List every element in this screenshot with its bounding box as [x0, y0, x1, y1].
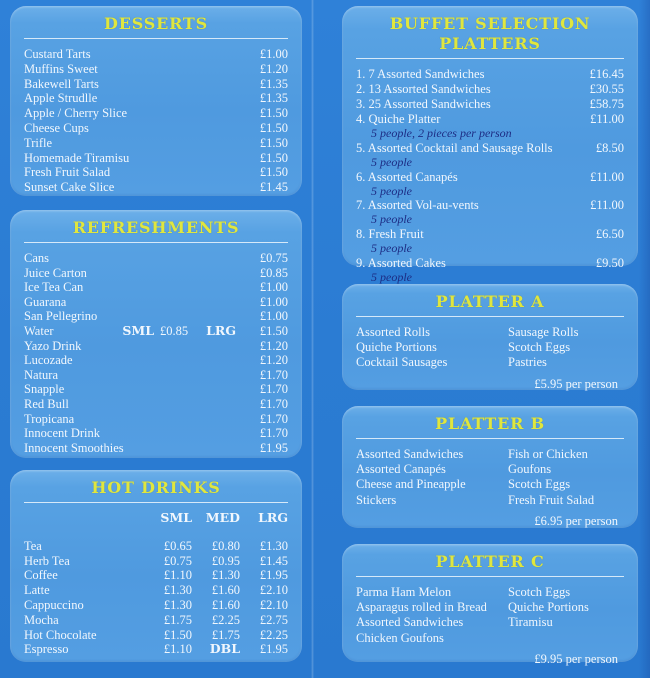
platter-left-column: [356, 325, 508, 371]
platter-price: £9.95 per person: [534, 651, 618, 666]
size-label-lrg: LRG: [206, 322, 236, 338]
platter-item: Cheese and Pineapple: [356, 477, 466, 492]
item-price-lrg: £1.95: [259, 642, 288, 657]
hot-drinks-panel: [10, 470, 302, 662]
platter-item: Asparagus rolled in Bread: [356, 600, 487, 615]
platter-right-column: [508, 447, 624, 508]
item-name: Tropicana: [24, 411, 75, 426]
platter-item: Assorted Sandwiches: [356, 447, 464, 461]
desserts-panel: [10, 6, 302, 196]
platter-item: Quiche Portions: [356, 340, 437, 355]
menu-item-row: [24, 47, 288, 62]
item-price: £6.50: [595, 227, 624, 242]
divider: [356, 58, 624, 59]
item-name: Cans: [24, 251, 49, 265]
item-name: Water: [24, 323, 54, 338]
item-name: San Pellegrino: [24, 309, 98, 324]
item-name: Trifle: [24, 135, 53, 150]
menu-item-row: [24, 165, 288, 180]
item-price: £1.00: [259, 47, 288, 61]
menu-item-row: [24, 324, 288, 339]
refreshments-panel: [10, 210, 302, 458]
item-price: £1.70: [259, 396, 288, 411]
serving-note: 5 people: [371, 183, 412, 198]
platter-title: PLATTER B: [435, 414, 545, 433]
buffet-item-list: [356, 67, 624, 285]
item-price: £1.70: [259, 411, 288, 426]
item-price-lrg: £2.10: [259, 583, 288, 598]
divider: [24, 38, 288, 39]
buffet-item-row: [356, 82, 624, 97]
platter-item: Parma Ham Melon: [356, 585, 452, 599]
item-name: Yazo Drink: [24, 338, 82, 353]
item-price: £1.70: [259, 426, 288, 441]
divider: [356, 438, 624, 439]
item-name: Custard Tarts: [24, 47, 91, 61]
item-price-lrg: £2.10: [259, 597, 288, 612]
menu-item-row: [24, 309, 288, 324]
item-name: Hot Chocolate: [24, 627, 97, 642]
platter-item: Scotch Eggs: [508, 585, 571, 599]
item-price-lrg: £2.25: [259, 627, 288, 642]
serving-note: 5 people: [371, 269, 412, 284]
serving-note: 5 people: [371, 154, 412, 169]
item-name: Cheese Cups: [24, 120, 89, 135]
item-price-med: £0.95: [211, 553, 240, 568]
menu-item-row: [24, 106, 288, 121]
size-column-lrg: LRG: [258, 510, 288, 525]
platters-container: [342, 284, 638, 666]
platter-right-column: [508, 585, 624, 646]
item-price: £0.75: [259, 251, 288, 265]
divider: [24, 502, 288, 503]
menu-item-row: [24, 180, 288, 195]
item-price-med: £1.30: [211, 568, 240, 583]
refreshments-item-list: [24, 251, 288, 455]
item-price: £1.00: [259, 280, 288, 295]
item-name: Snapple: [24, 382, 65, 397]
menu-item-row: [24, 77, 288, 92]
platter-right-column: [508, 325, 624, 371]
item-name: 6. Assorted Canapés: [356, 169, 458, 184]
item-name: Cappuccino: [24, 597, 84, 612]
right-column: [342, 6, 638, 666]
platter-left-column: [356, 447, 508, 508]
item-name: Mocha: [24, 612, 59, 627]
item-price: £9.50: [595, 255, 624, 270]
size-column-med: MED: [205, 510, 240, 525]
item-price-sml: £1.50: [163, 627, 192, 642]
item-price-med: £2.25: [211, 612, 240, 627]
item-price: £30.55: [589, 82, 624, 96]
item-price-lrg: £2.75: [259, 612, 288, 627]
menu-item-row: [24, 353, 288, 368]
item-price: £1.95: [259, 440, 288, 455]
platter-item: Fresh Fruit Salad: [508, 492, 595, 507]
item-price: £1.50: [259, 150, 288, 165]
item-name: Innocent Drink: [24, 426, 101, 441]
menu-item-row: [24, 382, 288, 397]
platter-item: Pastries: [508, 355, 547, 370]
menu-item-row: [24, 368, 288, 383]
left-column: [10, 6, 302, 662]
platter-item: Stickers: [356, 492, 397, 507]
item-price: £1.20: [259, 61, 288, 76]
item-price-lrg: £1.30: [259, 538, 288, 553]
hot-drinks-size-header: [24, 511, 288, 526]
menu-item-row: [24, 136, 288, 151]
menu-item-row: [24, 397, 288, 412]
hot-drink-row: [24, 583, 288, 598]
item-name: 9. Assorted Cakes: [356, 255, 446, 270]
platter-item: Chicken Goufons: [356, 630, 444, 645]
hot-drink-row: [24, 568, 288, 583]
size-label-sml: SML: [122, 322, 155, 338]
item-name: Espresso: [24, 642, 69, 657]
item-price: £1.00: [259, 309, 288, 324]
item-price-sml: £1.30: [163, 597, 192, 612]
item-price: £1.45: [259, 180, 288, 195]
item-price-med: £1.60: [211, 583, 240, 598]
menu-item-row: [24, 295, 288, 310]
item-name: Sunset Cake Slice: [24, 180, 115, 195]
item-price: £1.50: [259, 135, 288, 150]
menu-item-row: [24, 412, 288, 427]
desserts-title: DESSERTS: [104, 14, 208, 33]
item-name: Red Bull: [24, 396, 69, 411]
item-price: £11.00: [590, 198, 624, 213]
scan-edge-shadow: [639, 0, 650, 678]
menu-item-row: [24, 91, 288, 106]
item-name: Innocent Smoothies: [24, 440, 124, 455]
item-price: £58.75: [589, 97, 624, 111]
menu-item-row: [24, 339, 288, 354]
platter-columns: [356, 585, 624, 646]
item-price-sml: £1.10: [163, 642, 192, 657]
hot-drink-row: [24, 554, 288, 569]
buffet-item-row: [356, 198, 624, 213]
hot-drinks-title: HOT DRINKS: [91, 478, 221, 497]
item-name: 4. Quiche Platter: [356, 112, 441, 126]
fold-crease: [311, 0, 314, 678]
item-price: £1.00: [259, 294, 288, 309]
menu-item-row: [24, 441, 288, 456]
platter-item: Quiche Portions: [508, 600, 589, 615]
item-name: Natura: [24, 367, 59, 382]
buffet-item-row: [356, 67, 624, 82]
item-name: Apple Strudlle: [24, 91, 98, 106]
refreshments-title: REFRESHMENTS: [72, 218, 240, 237]
item-price: £8.50: [595, 140, 624, 155]
item-name: 7. Assorted Vol-au-vents: [356, 198, 479, 213]
item-price: £1.20: [259, 353, 288, 368]
spacer: [24, 526, 288, 539]
platter-item: Sausage Rolls: [508, 325, 579, 339]
hot-drink-row: [24, 613, 288, 628]
item-name: Muffins Sweet: [24, 61, 98, 76]
hot-drink-row: [24, 539, 288, 554]
item-price: £16.45: [589, 67, 624, 81]
platter-item: Assorted Rolls: [356, 325, 430, 339]
hot-drink-row: [24, 598, 288, 613]
buffet-item-row: [356, 112, 624, 127]
item-name: Homemade Tiramisu: [24, 150, 130, 165]
menu-item-row: [24, 266, 288, 281]
item-price-lrg: £1.95: [259, 568, 288, 583]
platter-title: PLATTER C: [435, 552, 545, 571]
divider: [356, 576, 624, 577]
item-name: Lucozade: [24, 353, 73, 368]
divider: [24, 242, 288, 243]
size-column-sml: SML: [160, 510, 192, 525]
item-price: £11.00: [590, 169, 624, 184]
item-price-sml: £1.10: [163, 568, 192, 583]
platter-price: £6.95 per person: [534, 513, 618, 528]
item-price: £11.00: [590, 112, 624, 126]
item-name: Guarana: [24, 294, 67, 309]
item-name: Coffee: [24, 568, 58, 583]
item-name: Juice Carton: [24, 265, 87, 280]
buffet-item-row: [356, 97, 624, 112]
hot-drink-row: [24, 628, 288, 643]
platter-item: Scotch Eggs: [508, 340, 571, 355]
platter-left-column: [356, 585, 508, 646]
menu-item-row: [24, 251, 288, 266]
item-price-med: £1.75: [211, 627, 240, 642]
item-name: Latte: [24, 583, 50, 598]
item-price-lrg: £1.45: [259, 553, 288, 568]
menu-item-row: [24, 280, 288, 295]
platter-item: Scotch Eggs: [508, 477, 571, 492]
item-price-sml: £1.75: [163, 612, 192, 627]
item-name: 1. 7 Assorted Sandwiches: [356, 67, 485, 81]
item-price: £1.70: [259, 382, 288, 397]
serving-note: 5 people: [371, 212, 412, 227]
buffet-item-row: [356, 141, 624, 156]
platter-columns: [356, 447, 624, 508]
item-name: Bakewell Tarts: [24, 76, 99, 91]
buffet-item-row: [356, 256, 624, 271]
platter-item: Fish or Chicken Goufons: [508, 447, 588, 477]
serving-note: 5 people, 2 pieces per person: [371, 126, 512, 140]
menu-item-row: [24, 121, 288, 136]
hot-drinks-item-list: [24, 539, 288, 657]
item-name: Fresh Fruit Salad: [24, 165, 111, 180]
item-name: 2. 13 Assorted Sandwiches: [356, 82, 491, 96]
platter-columns: [356, 325, 624, 371]
item-name: Herb Tea: [24, 553, 70, 568]
platter-item: Assorted Canapés: [356, 462, 446, 477]
item-price: £1.20: [259, 338, 288, 353]
platter-item: Cocktail Sausages: [356, 355, 448, 370]
item-price-sml: £0.75: [163, 553, 192, 568]
buffet-panel: [342, 6, 638, 284]
item-price: £1.35: [259, 76, 288, 91]
platter-title: PLATTER A: [435, 292, 545, 311]
hot-drink-row: [24, 642, 288, 657]
serving-note: 5 people: [371, 241, 412, 256]
menu-item-row: [24, 151, 288, 166]
buffet-item-row: [356, 170, 624, 185]
item-name: 8. Fresh Fruit: [356, 227, 424, 242]
menu-item-row: [24, 62, 288, 77]
platter-panel: [342, 544, 638, 666]
item-price: £1.50: [259, 120, 288, 135]
item-price: £1.50: [259, 323, 288, 338]
item-price-med: £0.80: [211, 538, 240, 553]
item-price: £1.70: [259, 367, 288, 382]
item-price: £1.50: [259, 106, 288, 121]
item-name: 3. 25 Assorted Sandwiches: [356, 97, 491, 111]
item-name: Apple / Cherry Slice: [24, 106, 128, 121]
platter-panel: [342, 284, 638, 390]
item-price: £1.50: [259, 165, 288, 180]
item-price-sml: £1.30: [163, 583, 192, 598]
item-name: Ice Tea Can: [24, 280, 84, 295]
item-price: £0.85: [259, 265, 288, 280]
platter-item: Tiramisu: [508, 615, 553, 630]
platter-item: Assorted Sandwiches: [356, 615, 464, 630]
item-name: 5. Assorted Cocktail and Sausage Rolls: [356, 140, 553, 155]
item-price-sml: £0.85: [160, 323, 189, 338]
buffet-title: BUFFET SELECTION PLATTERS: [389, 14, 591, 53]
item-name: Tea: [24, 538, 42, 553]
platter-panel: [342, 406, 638, 528]
divider: [356, 316, 624, 317]
desserts-item-list: [24, 47, 288, 195]
item-price-med: £1.60: [211, 597, 240, 612]
platter-price: £5.95 per person: [534, 376, 618, 391]
buffet-item-row: [356, 227, 624, 242]
item-price: £1.35: [259, 91, 288, 106]
item-price-sml: £0.65: [163, 538, 192, 553]
menu-item-row: [24, 426, 288, 441]
item-price-med: DBL: [209, 641, 240, 657]
